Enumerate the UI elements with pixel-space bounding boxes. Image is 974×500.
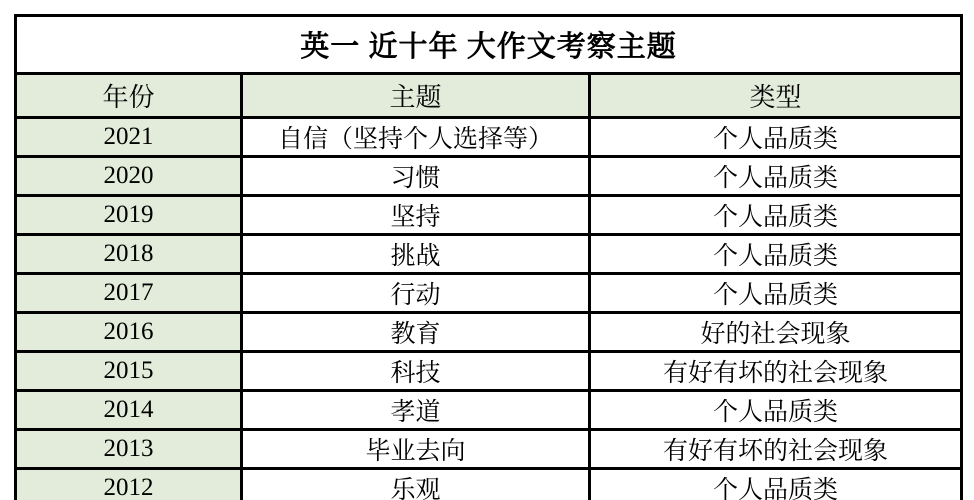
year-cell: 2017 [16,274,242,313]
table-body [16,118,962,500]
topic-cell: 习惯 [242,157,590,196]
type-cell: 个人品质类 [590,235,962,274]
year-cell: 2012 [16,469,242,500]
type-cell: 个人品质类 [590,157,962,196]
essay-topics-table [14,14,963,500]
year-cell: 2015 [16,352,242,391]
type-cell: 个人品质类 [590,118,962,157]
topic-cell: 自信（坚持个人选择等） [242,118,590,157]
topic-cell: 科技 [242,352,590,391]
type-cell: 有好有坏的社会现象 [590,430,962,469]
type-cell: 有好有坏的社会现象 [590,352,962,391]
table-row [16,157,962,196]
table-row [16,196,962,235]
type-cell: 个人品质类 [590,469,962,500]
year-cell: 2016 [16,313,242,352]
table-row [16,313,962,352]
type-cell: 个人品质类 [590,274,962,313]
table-row [16,235,962,274]
table-row [16,430,962,469]
topic-cell: 教育 [242,313,590,352]
table-row [16,469,962,500]
topic-cell: 挑战 [242,235,590,274]
topic-cell: 行动 [242,274,590,313]
year-cell: 2019 [16,196,242,235]
type-cell: 个人品质类 [590,391,962,430]
topic-cell: 孝道 [242,391,590,430]
year-cell: 2014 [16,391,242,430]
year-cell: 2021 [16,118,242,157]
year-cell: 2020 [16,157,242,196]
table-row [16,274,962,313]
table-row [16,118,962,157]
column-header-year: 年份 [16,74,242,118]
topic-cell: 乐观 [242,469,590,500]
year-cell: 2013 [16,430,242,469]
table-row [16,352,962,391]
table-row [16,391,962,430]
header-row [16,74,962,118]
year-cell: 2018 [16,235,242,274]
table-title: 英一 近十年 大作文考察主题 [16,16,962,74]
topic-cell: 坚持 [242,196,590,235]
title-row [16,16,962,74]
column-header-type: 类型 [590,74,962,118]
column-header-topic: 主题 [242,74,590,118]
type-cell: 好的社会现象 [590,313,962,352]
topic-cell: 毕业去向 [242,430,590,469]
type-cell: 个人品质类 [590,196,962,235]
